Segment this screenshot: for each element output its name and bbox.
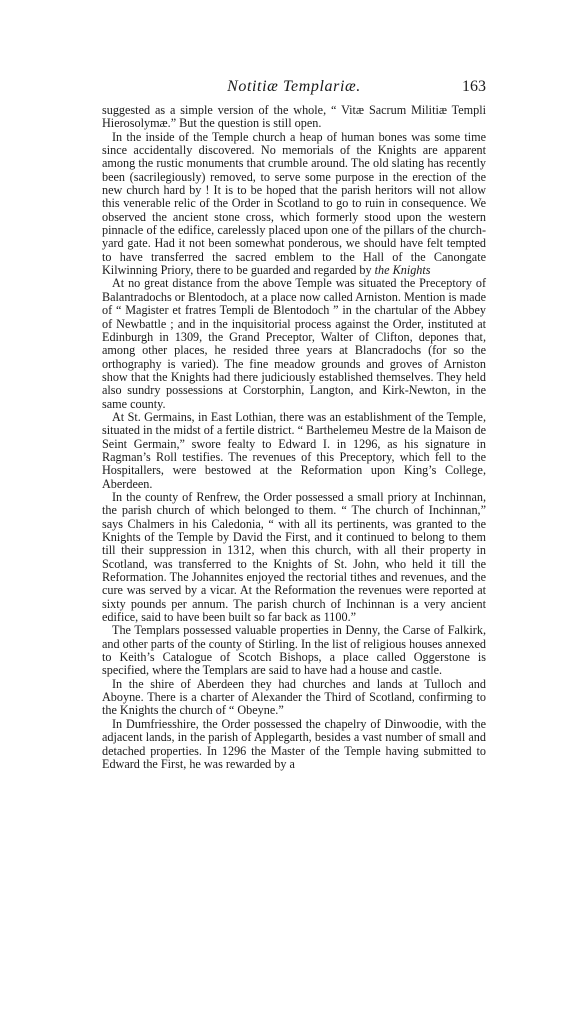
paragraph-text: In Dumfriesshire, the Order possessed the chapelry of Dinwoodie, with the adjacent lands, in the parish of Applegarth, besides a vast number of small and detached properties. In 1296 the Master of the Temple having submitted to Edward the First, he was rewarded by a	[102, 716, 486, 771]
paragraph	[102, 104, 486, 131]
paragraph-text: The Templars possessed valuable properties in Denny, the Carse of Falkirk, and other parts of the county of Stirling. In the list of religious houses annexed to Keith’s Catalogue of Scotch Bishops, a place called Oggerstone is specified, where the Templars are said to have had a house and castle.	[102, 623, 486, 678]
paragraph	[102, 131, 486, 278]
paragraph	[102, 277, 486, 410]
paragraph-text: In the county of Renfrew, the Order possessed a small priory at Inchinnan, the parish church of which belonged to them. “ The church of Inchinnan,” says Chalmers in his Caledonia, “ with all its pertinents, was granted to the Knights of the Temple by David the First, and it continued to belong to them till their suppression in 1312, when this church, with all their property in Scotland, was transferred to the Knights of St. John, who held it till the Reformation. The Johannites enjoyed the rectorial tithes and revenues, and the cure was served by a vicar. At the Reformation the revenues were reported at sixty pounds per annum. The parish church of Inchinnan is a very ancient edifice, said to have been built so far back as 1100.”	[102, 489, 486, 625]
paragraph-text: In the shire of Aberdeen they had churches and lands at Tulloch and Aboyne. There is a charter of Alexander the Third of Scotland, confirming to the Knights the church of “ Obeyne.”	[102, 676, 486, 718]
emphasized-text: the Knights	[374, 263, 431, 278]
paragraph	[102, 411, 486, 491]
paragraph-text: In the inside of the Temple church a heap of human bones was some time since accidentally discovered. No memorials of the Knights are apparent among the rustic monuments that crumble around. The old slating has recently been (sacrilegiously) removed, to serve some purpose in the erection of the new church hard by ! It is to be hoped that the parish heritors will not allow this venerable relic of the Order in Scotland to go to ruin in consequence. We observed the ancient stone cross, which formerly stood upon the western pinnacle of the edifice, carelessly placed upon one of the pillars of the church-yard gate. Had it not been somewhat ponderous, we should have felt tempted to have transferred the sacred emblem to the Hall of the Canongate Kilwinning Priory, there to be guarded and regarded by	[102, 129, 486, 278]
paragraph-text: suggested as a simple version of the whole, “ Vitæ Sacrum Militiæ Templi Hierosolymæ.” But the question is still open.	[102, 103, 486, 131]
paragraph	[102, 624, 486, 677]
paragraph	[102, 678, 486, 718]
paragraph	[102, 491, 486, 624]
paragraph-text: At St. Germains, in East Lothian, there was an establishment of the Temple, situated in the midst of a fertile district. “ Barthelemeu Mestre de la Maison de Seint Germain,” swore fealty to Edward I. in 1296, as his signature in Ragman’s Roll testifies. The revenues of this Preceptory, which fell to the Hospitallers, were bestowed at the Reformation upon King’s College, Aberdeen.	[102, 409, 486, 491]
page-number: 163	[462, 78, 486, 95]
running-title: Notitiæ Templariæ.	[227, 78, 361, 95]
running-head	[102, 76, 486, 98]
paragraph-text: At no great distance from the above Temple was situated the Preceptory of Balantradochs or Blentodoch, at a place now called Arniston. Mention is made of “ Magister et fratres Templi de Blentodoch ” in the chartular of the Abbey of Newbattle ; and in the inquisitorial process against the Order, instituted at Edinburgh in 1309, the Grand Preceptor, Walter of Clifton, depones that, among other places, he resided three years at Blancradochs (for so the orthography is varied). The fine meadow grounds and groves of Arniston show that the Knights had there judiciously established themselves. They held also sundry possessions at Corstorphin, Langton, and Kirk-Newton, in the same county.	[102, 276, 486, 411]
body-text	[102, 104, 486, 771]
paragraph	[102, 718, 486, 771]
